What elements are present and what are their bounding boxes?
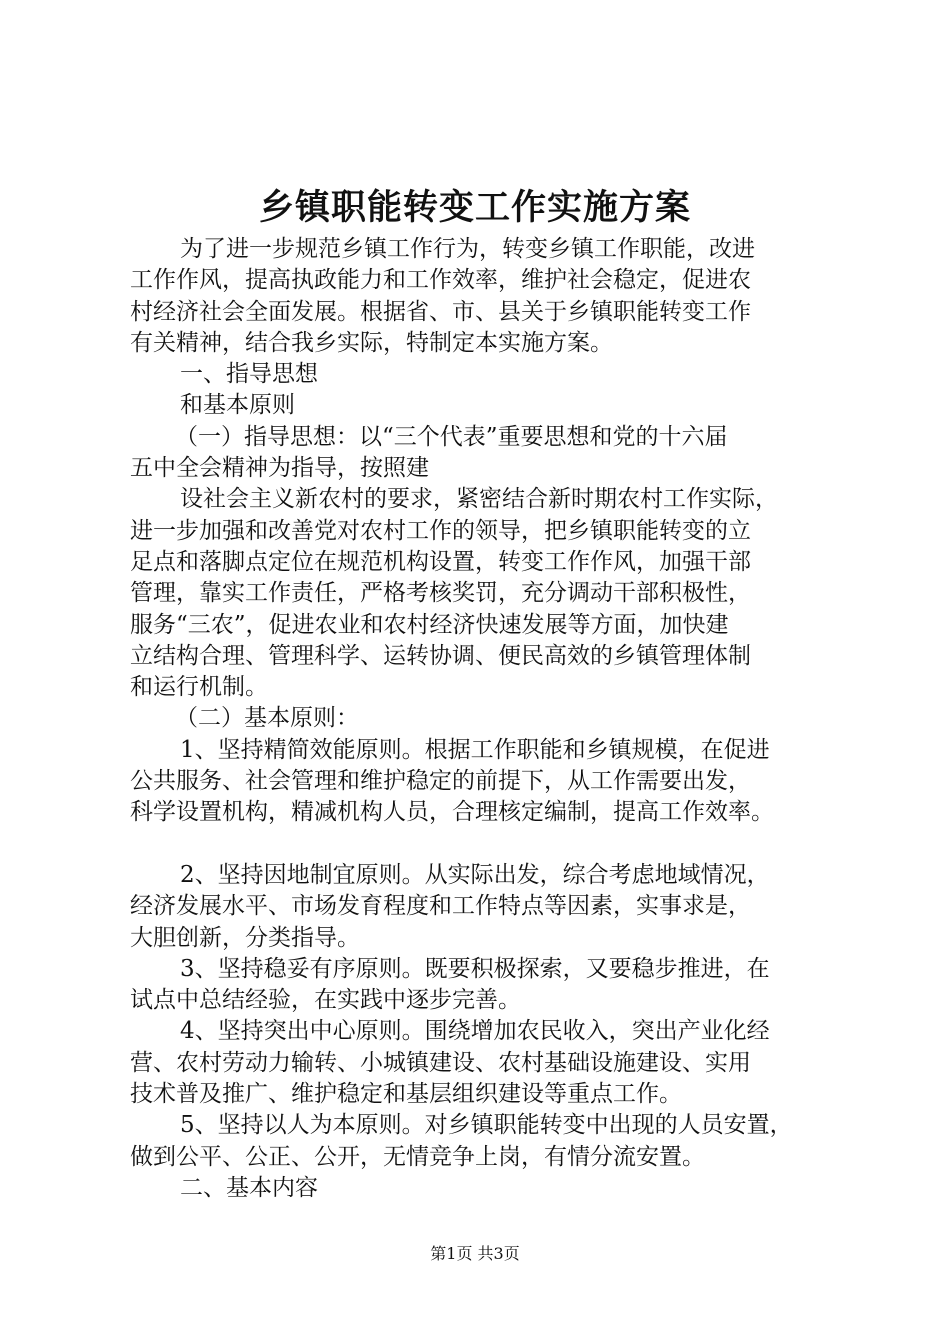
paragraph-line: 有关精神，结合我乡实际，特制定本实施方案。: [130, 329, 613, 356]
blank-line: [130, 829, 835, 860]
paragraph-line: 4、坚持突出中心原则。围绕增加农民收入，突出产业化经: [180, 1018, 770, 1045]
page-number: 第1页 共3页: [430, 1244, 520, 1263]
paragraph-line: 试点中总结经验，在实践中逐步完善。: [130, 987, 521, 1014]
paragraph-line: 做到公平、公正、公开，无情竞争上岗，有情分流安置。: [130, 1143, 705, 1170]
section-heading: 二、基本内容: [180, 1174, 318, 1201]
section-heading: 一、指导思想: [180, 361, 318, 388]
paragraph-line: 3、坚持稳妥有序原则。既要积极探索，又要稳步推进，在: [180, 955, 770, 982]
paragraph-line: 大胆创新，分类指导。: [130, 924, 360, 951]
paragraph-line: 服务“三农”，促进农业和农村经济快速发展等方面，加快建: [130, 611, 729, 638]
paragraph-line: 五中全会精神为指导，按照建: [130, 455, 429, 482]
subsection-heading: （一）指导思想：以“三个代表”重要思想和党的十六届: [175, 423, 728, 450]
paragraph-line: 1、坚持精简效能原则。根据工作职能和乡镇规模，在促进: [180, 736, 770, 763]
paragraph-line: 立结构合理、管理科学、运转协调、便民高效的乡镇管理体制: [130, 642, 751, 669]
paragraph-line: 技术普及推广、维护稳定和基层组织建设等重点工作。: [130, 1081, 682, 1108]
paragraph-line: 工作作风，提高执政能力和工作效率，维护社会稳定，促进农: [130, 267, 751, 294]
paragraph-line: 营、农村劳动力输转、小城镇建设、农村基础设施建设、实用: [130, 1049, 751, 1076]
section-heading: 和基本原则: [180, 392, 295, 419]
paragraph-line: 和运行机制。: [130, 674, 268, 701]
paragraph-line: 村经济社会全面发展。根据省、市、县关于乡镇职能转变工作: [130, 298, 751, 325]
paragraph-line: 经济发展水平、市场发育程度和工作特点等因素，实事求是，: [130, 893, 751, 920]
paragraph-line: 5、坚持以人为本原则。对乡镇职能转变中出现的人员安置，: [180, 1112, 793, 1139]
paragraph-line: 为了进一步规范乡镇工作行为，转变乡镇工作职能，改进: [180, 236, 755, 262]
paragraph-line: 设社会主义新农村的要求，紧密结合新时期农村工作实际，: [180, 486, 778, 513]
subsection-heading: （二）基本原则：: [175, 705, 359, 732]
paragraph-line: 科学设置机构，精减机构人员，合理核定编制，提高工作效率。: [130, 799, 774, 826]
paragraph-line: 进一步加强和改善党对农村工作的领导，把乡镇职能转变的立: [130, 517, 751, 544]
document-body: [130, 234, 835, 1204]
document-title: 乡镇职能转变工作实施方案: [258, 187, 691, 228]
paragraph-line: 管理，靠实工作责任，严格考核奖罚，充分调动干部积极性，: [130, 580, 751, 607]
paragraph-line: 公共服务、社会管理和维护稳定的前提下，从工作需要出发，: [130, 768, 751, 795]
paragraph-line: 2、坚持因地制宜原则。从实际出发，综合考虑地域情况，: [180, 861, 770, 888]
paragraph-line: 足点和落脚点定位在规范机构设置，转变工作作风，加强干部: [130, 548, 751, 575]
